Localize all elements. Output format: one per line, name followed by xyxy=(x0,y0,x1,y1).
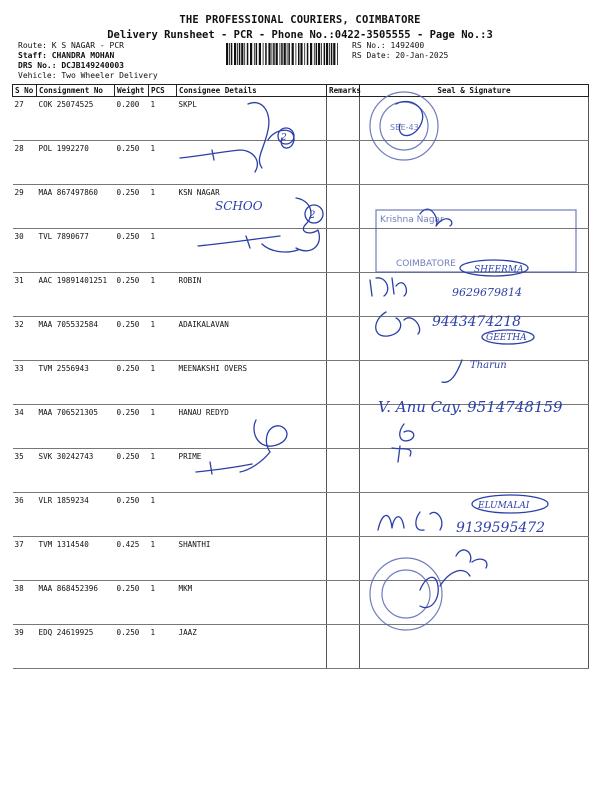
consignee-cell: JAAZ xyxy=(177,625,327,669)
pcs-cell: 1 xyxy=(149,229,177,273)
barcode-bar xyxy=(239,43,241,65)
sno-cell: 32 xyxy=(13,317,37,361)
barcode xyxy=(226,43,338,65)
consignment-cell: TVM 2556943 xyxy=(37,361,115,405)
circle-2-30: 2 xyxy=(309,210,316,221)
seal-cell xyxy=(360,405,589,449)
sno-cell: 28 xyxy=(13,141,37,185)
pcs-cell: 1 xyxy=(149,141,177,185)
seal-cell xyxy=(360,537,589,581)
seal-cell xyxy=(360,185,589,229)
weight-cell: 0.250 xyxy=(115,581,149,625)
barcode-bar xyxy=(250,43,252,65)
table-row xyxy=(13,625,589,669)
barcode-bar xyxy=(231,43,233,65)
pcs-cell: 1 xyxy=(149,625,177,669)
remarks-cell xyxy=(327,361,360,405)
weight-cell: 0.200 xyxy=(115,97,149,141)
consignment-cell: MAA 705532584 xyxy=(37,317,115,361)
remarks-cell xyxy=(327,141,360,185)
weight-cell: 0.250 xyxy=(115,185,149,229)
remarks-cell xyxy=(327,449,360,493)
stamp-27-text: SBE-43 xyxy=(390,123,419,132)
consignment-cell: AAC 19891401251 xyxy=(37,273,115,317)
drs-value: DCJB149240003 xyxy=(61,61,124,70)
barcode-bar xyxy=(292,43,294,65)
hw-geetha: GEETHA xyxy=(486,333,527,343)
table-row xyxy=(13,449,589,493)
seal-cell xyxy=(360,493,589,537)
hw-school: SCHOO xyxy=(215,199,263,213)
barcode-bar xyxy=(265,43,267,65)
consignment-cell: SVK 30242743 xyxy=(37,449,115,493)
pcs-cell: 1 xyxy=(149,449,177,493)
consignee-cell: ROBIN xyxy=(177,273,327,317)
table-row xyxy=(13,405,589,449)
consignee-cell xyxy=(177,141,327,185)
hw-phone-37: 9139595472 xyxy=(456,520,546,536)
table-row xyxy=(13,141,589,185)
consignment-cell: COK 25074525 xyxy=(37,97,115,141)
barcode-bar xyxy=(226,43,228,65)
barcode-bar xyxy=(287,43,288,65)
weight-cell: 0.250 xyxy=(115,317,149,361)
sno-cell: 38 xyxy=(13,581,37,625)
barcode-bar xyxy=(256,43,258,65)
meta-right xyxy=(352,41,448,61)
table-header-row xyxy=(13,85,589,97)
weight-cell: 0.425 xyxy=(115,537,149,581)
hw-phone-31: 9629679814 xyxy=(452,286,522,299)
consignee-cell: MKM xyxy=(177,581,327,625)
sno-cell: 36 xyxy=(13,493,37,537)
seal-cell xyxy=(360,317,589,361)
barcode-bar xyxy=(324,43,326,65)
remarks-cell xyxy=(327,537,360,581)
weight-cell: 0.250 xyxy=(115,229,149,273)
barcode-bar xyxy=(331,43,333,65)
remarks-cell xyxy=(327,97,360,141)
barcode-bar xyxy=(268,43,270,65)
barcode-bar xyxy=(276,43,278,65)
barcode-bar xyxy=(321,43,322,65)
pcs-cell: 1 xyxy=(149,273,177,317)
table-row xyxy=(13,229,589,273)
consignee-cell: SHANTHI xyxy=(177,537,327,581)
barcode-bar xyxy=(241,43,243,65)
barcode-bar xyxy=(318,43,320,65)
barcode-bar xyxy=(229,43,230,65)
sno-cell: 30 xyxy=(13,229,37,273)
seal-cell xyxy=(360,449,589,493)
barcode-bar xyxy=(337,43,338,65)
consignment-cell: EDQ 24619925 xyxy=(37,625,115,669)
pcs-cell: 1 xyxy=(149,185,177,229)
barcode-bar xyxy=(234,43,236,65)
remarks-cell xyxy=(327,493,360,537)
sno-cell: 37 xyxy=(13,537,37,581)
barcode-bar xyxy=(300,43,302,65)
pcs-cell: 1 xyxy=(149,361,177,405)
barcode-bar xyxy=(316,43,318,65)
weight-cell: 0.250 xyxy=(115,449,149,493)
consignment-cell: TVM 1314540 xyxy=(37,537,115,581)
consignment-cell: MAA 868452396 xyxy=(37,581,115,625)
sno-cell: 33 xyxy=(13,361,37,405)
runsheet-table xyxy=(12,84,589,669)
remarks-cell xyxy=(327,317,360,361)
sno-cell: 35 xyxy=(13,449,37,493)
header-weight: Weight xyxy=(115,85,149,97)
weight-cell: 0.250 xyxy=(115,405,149,449)
barcode-bar xyxy=(304,43,305,65)
table-row xyxy=(13,361,589,405)
seal-cell xyxy=(360,581,589,625)
remarks-cell xyxy=(327,581,360,625)
hw-phone-32: 9443474218 xyxy=(432,314,522,330)
staff-line: Staff: CHANDRA MOHAN xyxy=(18,51,115,60)
stamp-30-line2: COIMBATORE xyxy=(396,259,456,269)
barcode-bar xyxy=(284,43,286,65)
pcs-cell: 1 xyxy=(149,317,177,361)
remarks-cell xyxy=(327,185,360,229)
remarks-cell xyxy=(327,625,360,669)
weight-cell: 0.250 xyxy=(115,361,149,405)
pcs-cell: 1 xyxy=(149,405,177,449)
pcs-cell: 1 xyxy=(149,581,177,625)
rs-no: RS No.: 1492400 xyxy=(352,41,425,50)
barcode-bar xyxy=(259,43,261,65)
consignment-cell: VLR 1859234 xyxy=(37,493,115,537)
consignment-cell: POL 1992270 xyxy=(37,141,115,185)
barcode-bar xyxy=(237,43,238,65)
sno-cell: 27 xyxy=(13,97,37,141)
consignee-cell: HANAU REDYD xyxy=(177,405,327,449)
table-row xyxy=(13,493,589,537)
rs-date: RS Date: 20-Jan-2025 xyxy=(352,51,449,60)
barcode-bar xyxy=(307,43,309,65)
consignee-cell: SKPL xyxy=(177,97,327,141)
table-row xyxy=(13,581,589,625)
consignment-cell: TVL 7890677 xyxy=(37,229,115,273)
barcode-bar xyxy=(273,43,275,65)
consignee-cell: PRIME xyxy=(177,449,327,493)
barcode-bar xyxy=(298,43,300,65)
barcode-bar xyxy=(281,43,283,65)
consignee-cell xyxy=(177,493,327,537)
table-row xyxy=(13,97,589,141)
seal-cell xyxy=(360,625,589,669)
barcode-bar xyxy=(314,43,315,65)
stamp-30-line1: Krishna Nagar xyxy=(380,215,444,225)
consignment-cell: MAA 867497860 xyxy=(37,185,115,229)
sno-cell: 31 xyxy=(13,273,37,317)
remarks-cell xyxy=(327,273,360,317)
hw-elumalai: ELUMALAI xyxy=(478,501,530,511)
header-consignee: Consignee Details xyxy=(177,85,327,97)
barcode-bar xyxy=(326,43,328,65)
table-row xyxy=(13,273,589,317)
consignee-cell: MEENAKSHI OVERS xyxy=(177,361,327,405)
barcode-bar xyxy=(280,43,281,65)
document-subtitle: Delivery Runsheet - PCR - Phone No.:0422-3505555 - Page No.:3 xyxy=(107,29,493,41)
route-line: Route: K S NAGAR - PCR xyxy=(18,41,124,50)
pcs-cell: 1 xyxy=(149,537,177,581)
table-row xyxy=(13,537,589,581)
table-row xyxy=(13,317,589,361)
barcode-bar xyxy=(333,43,335,65)
pcs-cell: 1 xyxy=(149,97,177,141)
barcode-bar xyxy=(329,43,330,65)
drs-line xyxy=(18,61,158,71)
header-sno: S No xyxy=(13,85,37,97)
sno-cell: 29 xyxy=(13,185,37,229)
sno-cell: 34 xyxy=(13,405,37,449)
barcode-bar xyxy=(263,43,264,65)
consignee-cell: ADAIKALAVAN xyxy=(177,317,327,361)
barcode-bar xyxy=(296,43,297,65)
circle-2-27: 2 xyxy=(281,133,287,143)
header-remarks: Remarks xyxy=(327,85,360,97)
remarks-cell xyxy=(327,229,360,273)
drs-label: DRS No.: xyxy=(18,61,57,70)
barcode-bar xyxy=(288,43,290,65)
seal-cell xyxy=(360,273,589,317)
document-title: THE PROFESSIONAL COURIERS, COIMBATORE xyxy=(179,14,421,26)
header-pcs: PCS xyxy=(149,85,177,97)
barcode-bar xyxy=(244,43,245,65)
header-consignment: Consignment No xyxy=(37,85,115,97)
consignee-cell: KSN NAGAR xyxy=(177,185,327,229)
weight-cell: 0.250 xyxy=(115,273,149,317)
hw-sheerma: SHEERMA xyxy=(474,265,524,275)
barcode-bar xyxy=(254,43,255,65)
vehicle-line: Vehicle: Two Wheeler Delivery xyxy=(18,71,158,80)
weight-cell: 0.250 xyxy=(115,141,149,185)
consignee-cell xyxy=(177,229,327,273)
barcode-bar xyxy=(247,43,249,65)
hw-tharun: Tharun xyxy=(470,360,507,371)
pcs-cell: 1 xyxy=(149,493,177,537)
table-row xyxy=(13,185,589,229)
barcode-bar xyxy=(310,43,312,65)
weight-cell: 0.250 xyxy=(115,493,149,537)
meta-left xyxy=(18,41,158,81)
seal-cell xyxy=(360,141,589,185)
remarks-cell xyxy=(327,405,360,449)
seal-cell xyxy=(360,97,589,141)
seal-cell xyxy=(360,361,589,405)
hw-phone-34: V. Anu Cay. 9514748159 xyxy=(378,398,563,416)
header-seal: Seal & Signature xyxy=(360,85,589,97)
seal-cell xyxy=(360,229,589,273)
barcode-bar xyxy=(272,43,273,65)
weight-cell: 0.250 xyxy=(115,625,149,669)
consignment-cell: MAA 706521305 xyxy=(37,405,115,449)
sno-cell: 39 xyxy=(13,625,37,669)
